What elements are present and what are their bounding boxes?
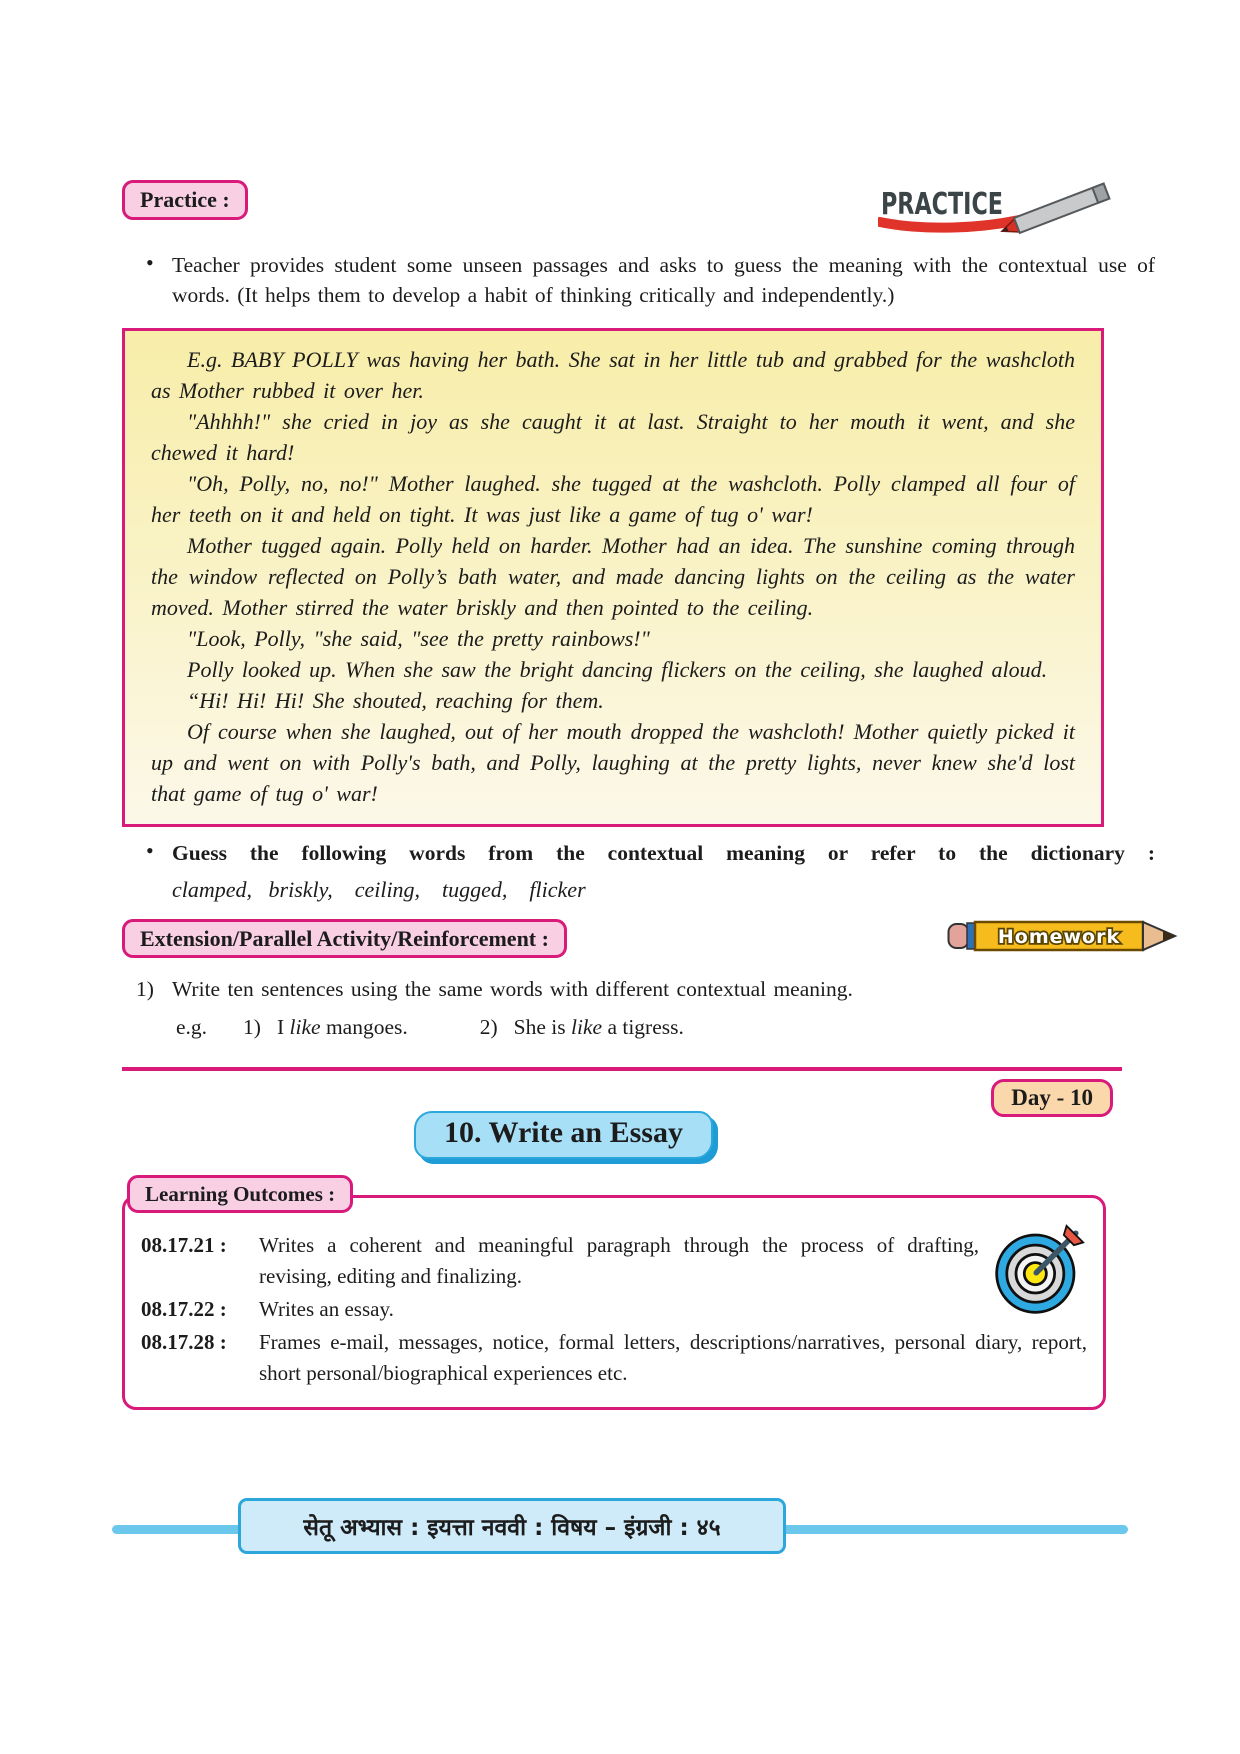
homework-logo-text: Homework xyxy=(997,926,1121,948)
example-2-post: a tigress. xyxy=(602,1015,684,1039)
activity-item xyxy=(122,974,1155,1004)
lesson-title: 10. Write an Essay xyxy=(414,1111,713,1159)
outcome-item xyxy=(141,1327,1087,1389)
example-number-2: 2) xyxy=(479,1015,498,1039)
outcome-text: Frames e-mail, messages, notice, formal letters, descriptions/narratives, personal diary, report, short personal/biographical experiences etc. xyxy=(259,1329,1087,1385)
extension-label: Extension/Parallel Activity/Reinforcement : xyxy=(122,919,567,959)
guess-words: clamped, briskly, ceiling, tugged, flicker xyxy=(172,877,586,902)
header-row xyxy=(122,180,1155,239)
example-number-1: 1) xyxy=(243,1015,261,1039)
activity-number: 1) xyxy=(136,977,154,1001)
passage-paragraph: “Hi! Hi! Hi! She shouted, reaching for them. xyxy=(187,688,604,713)
practice-logo-graphic xyxy=(878,172,1143,234)
example-sentences xyxy=(176,1015,1155,1040)
lesson-title-row xyxy=(122,1111,1155,1159)
example-2-pre: She is xyxy=(513,1015,572,1039)
example-prefix: e.g. xyxy=(176,1015,208,1039)
passage-paragraph: E.g. BABY POLLY was having her bath. She sat in her little tub and grabbed for the washcloth as Mother rubbed it over her. xyxy=(151,347,1075,403)
homework-logo-graphic xyxy=(947,918,1183,954)
passage-paragraph: "Ahhhh!" she cried in joy as she caught it at last. Straight to her mouth it went, and she chewed it hard! xyxy=(151,409,1075,465)
passage-paragraph: "Oh, Polly, no, no!" Mother laughed. she tugged at the washcloth. Polly clamped all four of her teeth on it and held on tight. It was just like a game of tug o' war! xyxy=(151,471,1075,527)
outcome-item xyxy=(141,1230,1087,1292)
section-divider xyxy=(122,1067,1122,1071)
practice-pencil-icon xyxy=(878,172,1143,239)
outcome-text: Writes an essay. xyxy=(259,1296,394,1321)
bullet-icon: • xyxy=(146,250,154,275)
homework-pencil-icon xyxy=(947,918,1183,959)
target-graphic xyxy=(993,1224,1085,1316)
guess-heading: Guess the following words from the contextual meaning or refer to the dictionary : xyxy=(172,841,1155,865)
guess-bullet-row xyxy=(122,838,1155,868)
outcome-code: 08.17.28 : xyxy=(141,1329,227,1354)
intro-text: Teacher provides student some unseen passages and asks to guess the meaning with the contextual use of words. (It helps them to develop a habit of thinking critically and independently.) xyxy=(172,253,1155,307)
learning-outcomes-box xyxy=(122,1181,1106,1410)
outcome-text: Writes a coherent and meaningful paragraph through the process of drafting, revising, editing and finalizing. xyxy=(259,1232,979,1288)
target-dartboard-icon xyxy=(993,1224,1085,1316)
page-footer xyxy=(0,1498,1240,1570)
passage-paragraph: "Look, Polly, "she said, "see the pretty rainbows!" xyxy=(187,626,650,651)
example-1-post: mangoes. xyxy=(320,1015,408,1039)
example-sentence-2 xyxy=(514,1015,684,1039)
practice-logo-text: PRACTICE xyxy=(881,187,1003,222)
outcome-code: 08.17.22 : xyxy=(141,1296,227,1321)
passage-paragraph: Of course when she laughed, out of her mouth dropped the washcloth! Mother quietly picked it up and went on with Polly's bath, and Polly, laughing at the pretty lights, never knew she'd lost that game of tug o' war! xyxy=(151,719,1075,806)
passage-paragraph: Mother tugged again. Polly held on harder. Mother had an idea. The sunshine coming through the window reflected on Polly’s bath water, and made dancing lights on the ceiling as the water moved. Mother stirred the water briskly and then pointed to the ceiling. xyxy=(151,533,1075,620)
learning-outcomes-label: Learning Outcomes : xyxy=(127,1175,353,1213)
example-1-italic-word: like xyxy=(289,1015,321,1039)
bullet-icon: • xyxy=(146,838,154,863)
intro-bullet-row xyxy=(122,250,1155,310)
outcome-item xyxy=(141,1294,1087,1325)
extension-row xyxy=(122,918,1155,959)
example-sentence-1 xyxy=(277,1015,408,1039)
practice-label: Practice : xyxy=(122,180,248,220)
activity-text: Write ten sentences using the same words with different contextual meaning. xyxy=(172,977,853,1001)
example-1-pre: I xyxy=(276,1015,290,1039)
example-passage-box xyxy=(122,328,1104,827)
day-badge: Day - 10 xyxy=(991,1079,1113,1117)
footer-banner: सेतू अभ्यास : इयत्ता नववी : विषय – इंग्रजी : ४५ xyxy=(238,1498,785,1554)
outcome-code: 08.17.21 : xyxy=(141,1232,227,1257)
passage-paragraph: Polly looked up. When she saw the bright dancing flickers on the ceiling, she laughed aloud. xyxy=(187,657,1048,682)
example-2-italic-word: like xyxy=(571,1015,603,1039)
